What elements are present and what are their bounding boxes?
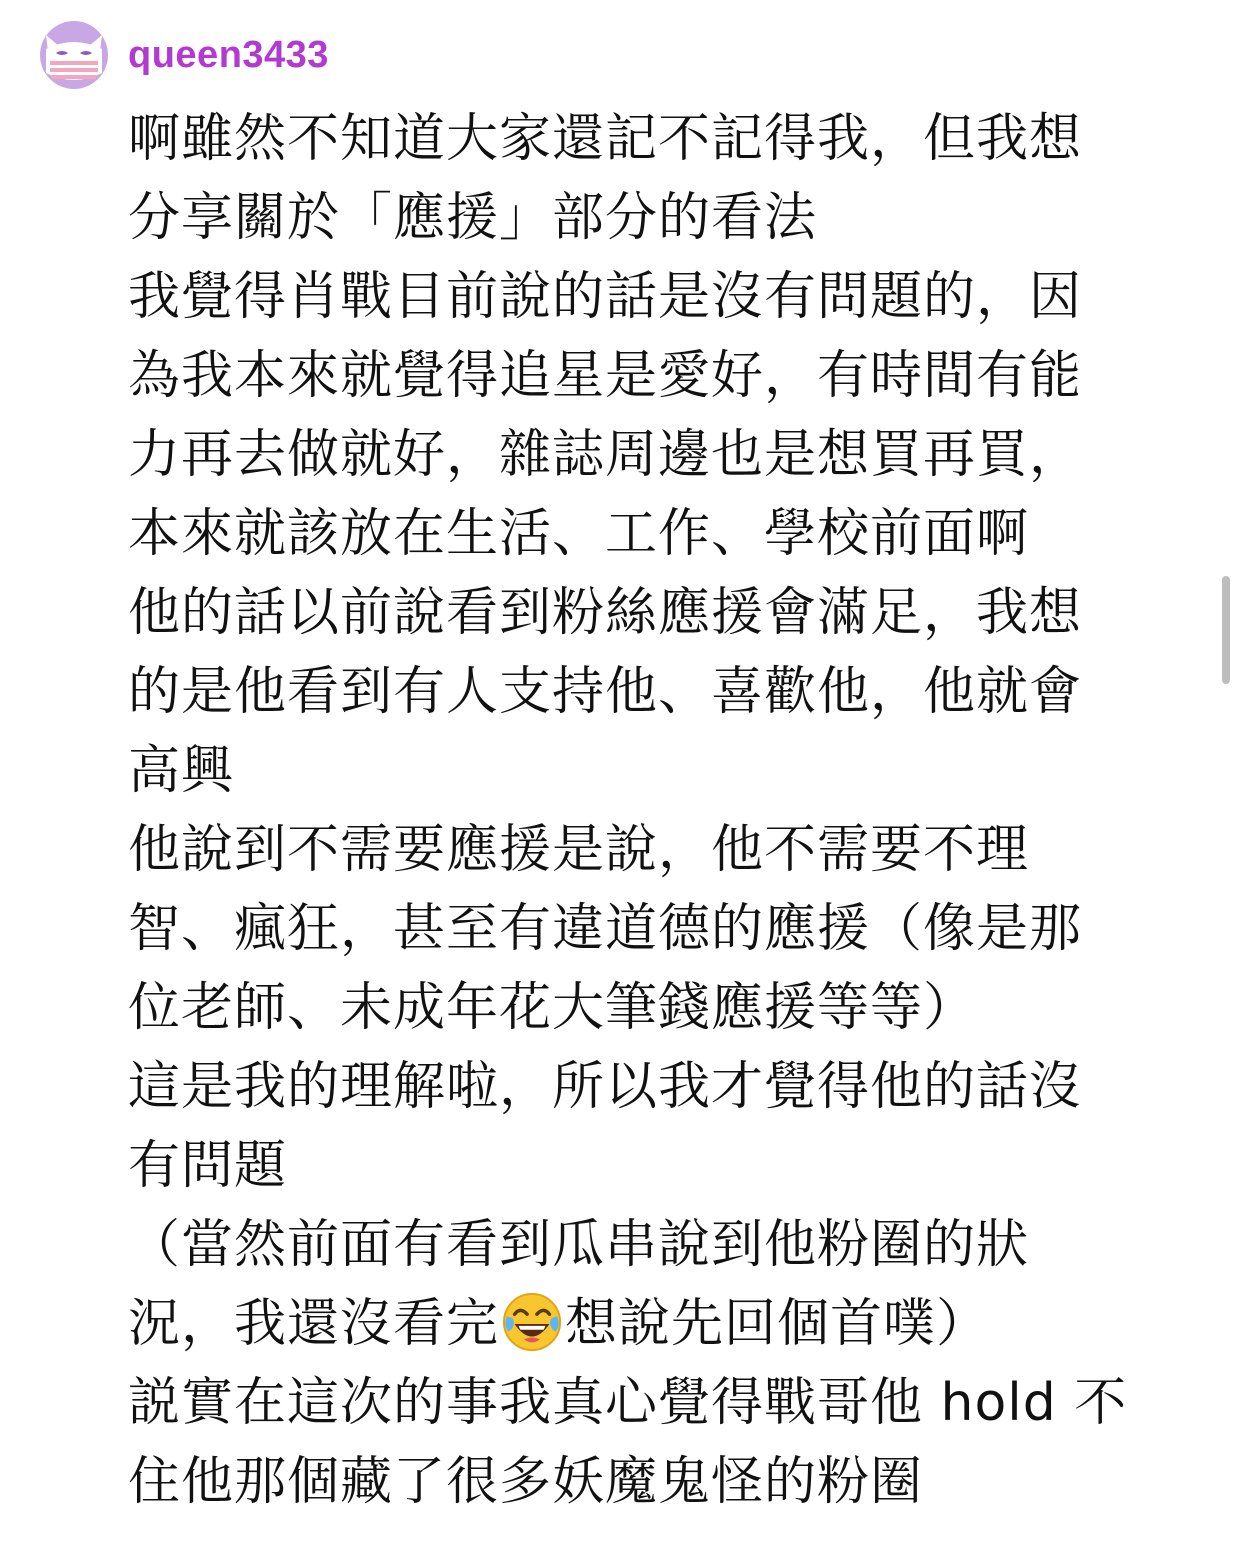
face-with-tears-of-joy-icon (501, 1291, 563, 1353)
comment-line: （當然前面有看到瓜串說到他粉圈的狀 (128, 1215, 1030, 1275)
comment-line: 力再去做就好，雜誌周邊也是想買再買， (128, 425, 1083, 485)
comment-line: 他的話以前說看到粉絲應援會滿足，我想 (128, 583, 1083, 643)
comment-line: 智、瘋狂，甚至有違道德的應援（像是那 (128, 899, 1083, 959)
comment-line: 的是他看到有人支持他、喜歡他，他就會 (128, 662, 1083, 722)
comment-line: 住他那個藏了很多妖魔鬼怪的粉圈 (128, 1452, 924, 1512)
avatar[interactable] (40, 21, 108, 89)
comment-line: 我覺得肖戰目前說的話是沒有問題的，因 (128, 267, 1083, 327)
comment-line: 分享關於「應援」部分的看法 (128, 188, 818, 248)
comment-line-with-emoji (128, 1285, 1158, 1364)
username[interactable]: queen3433 (128, 33, 329, 76)
comment-line: 有問題 (128, 1136, 288, 1196)
comment-line: 為我本來就覺得追星是愛好，有時間有能 (128, 346, 1083, 406)
comment-line: 啊雖然不知道大家還記不記得我，但我想 (128, 109, 1083, 169)
comment-line: 位老師、未成年花大筆錢應援等等） (128, 978, 977, 1038)
comment-text-segment: 想說先回個首噗） (565, 1294, 990, 1354)
comment-line: 高興 (128, 741, 235, 801)
cat-face-avatar-icon (40, 21, 108, 89)
comment-line: 本來就該放在生活、工作、學校前面啊 (128, 504, 1030, 564)
comment-text-segment: 況，我還沒看完 (128, 1294, 500, 1354)
comment-line: 説實在這次的事我真心覺得戰哥他 hold 不 (128, 1373, 1128, 1433)
comment-header (40, 20, 329, 90)
comment-line: 這是我的理解啦，所以我才覺得他的話沒 (128, 1057, 1083, 1117)
scrollbar[interactable] (1222, 576, 1230, 684)
comment-line: 他說到不需要應援是說，他不需要不理 (128, 820, 1030, 880)
comment-body (128, 100, 1158, 1522)
